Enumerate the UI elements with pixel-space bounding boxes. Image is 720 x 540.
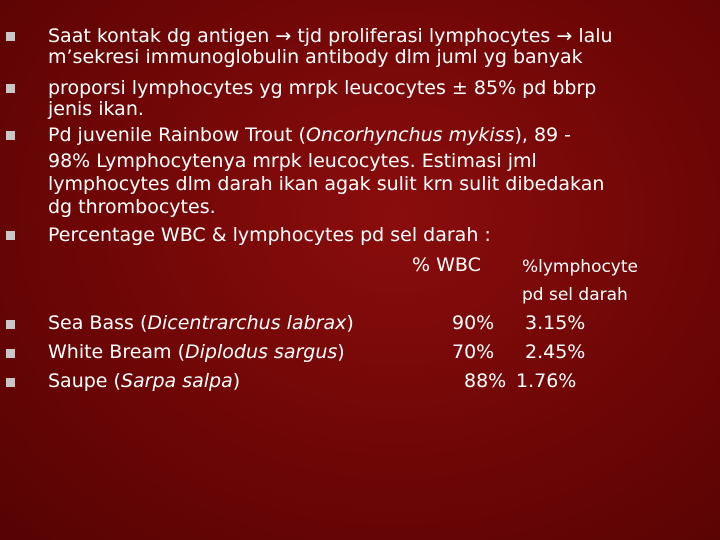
row-3-lymphocyte: 1.76% [516, 370, 577, 392]
row-3-name-post: ) [232, 370, 241, 392]
row-1-wbc: 90% [452, 312, 495, 334]
bullet-marker-3 [6, 131, 15, 140]
header-lymphocyte-line-2: pd sel darah [522, 285, 628, 305]
bullet-marker-4 [6, 231, 15, 240]
species-name-saupe: Sarpa salpa [120, 370, 233, 392]
row-1-name [48, 313, 354, 334]
bullet-3-line-1 [48, 125, 571, 146]
species-name-white-bream: Diplodus sargus [185, 341, 338, 363]
species-name-sea-bass: Dicentrarchus labrax [147, 312, 347, 334]
header-lymphocyte-line-1: %lymphocyte [522, 257, 638, 277]
row-2-name-post: ) [337, 341, 345, 363]
bullet-3-text-pre: Pd juvenile Rainbow Trout ( [48, 124, 306, 146]
species-name-trout: Oncorhynchus mykiss [305, 124, 515, 146]
bullet-marker-row-2 [6, 349, 15, 358]
row-1-name-pre: Sea Bass ( [48, 312, 148, 334]
row-2-name [48, 342, 345, 363]
row-3-name [48, 371, 240, 392]
bullet-marker-row-3 [6, 378, 15, 387]
bullet-3-line-3: lymphocytes dlm darah ikan agak sulit krn sulit dibedakan [48, 173, 605, 195]
bullet-marker-row-1 [6, 320, 15, 329]
bullet-2-line-2: jenis ikan. [48, 98, 144, 120]
bullet-1-line-1: Saat kontak dg antigen → tjd proliferasi lymphocytes → lalu [48, 25, 613, 47]
row-2-lymphocyte: 2.45% [525, 341, 586, 363]
bullet-2-line-1: proporsi lymphocytes yg mrpk leucocytes ± 85% pd bbrp [48, 77, 597, 99]
row-2-name-pre: White Bream ( [48, 341, 186, 363]
row-1-lymphocyte: 3.15% [525, 312, 586, 334]
bullet-3-line-4: dg thrombocytes. [48, 196, 216, 218]
row-3-name-pre: Saupe ( [48, 370, 121, 392]
bullet-marker-1 [6, 32, 15, 41]
bullet-3-line-2: 98% Lymphocytenya mrpk leucocytes. Estimasi jml [48, 150, 537, 172]
row-2-wbc: 70% [452, 341, 495, 363]
header-wbc: % WBC [412, 254, 481, 276]
bullet-marker-2 [6, 84, 15, 93]
bullet-1-line-2: m’sekresi immunoglobulin antibody dlm juml yg banyak [48, 46, 583, 68]
row-1-name-post: ) [346, 312, 354, 334]
bullet-4-line-1: Percentage WBC & lymphocytes pd sel darah : [48, 224, 491, 246]
row-3-wbc: 88% [464, 370, 507, 392]
bullet-3-text-post: ), 89 - [514, 124, 572, 146]
